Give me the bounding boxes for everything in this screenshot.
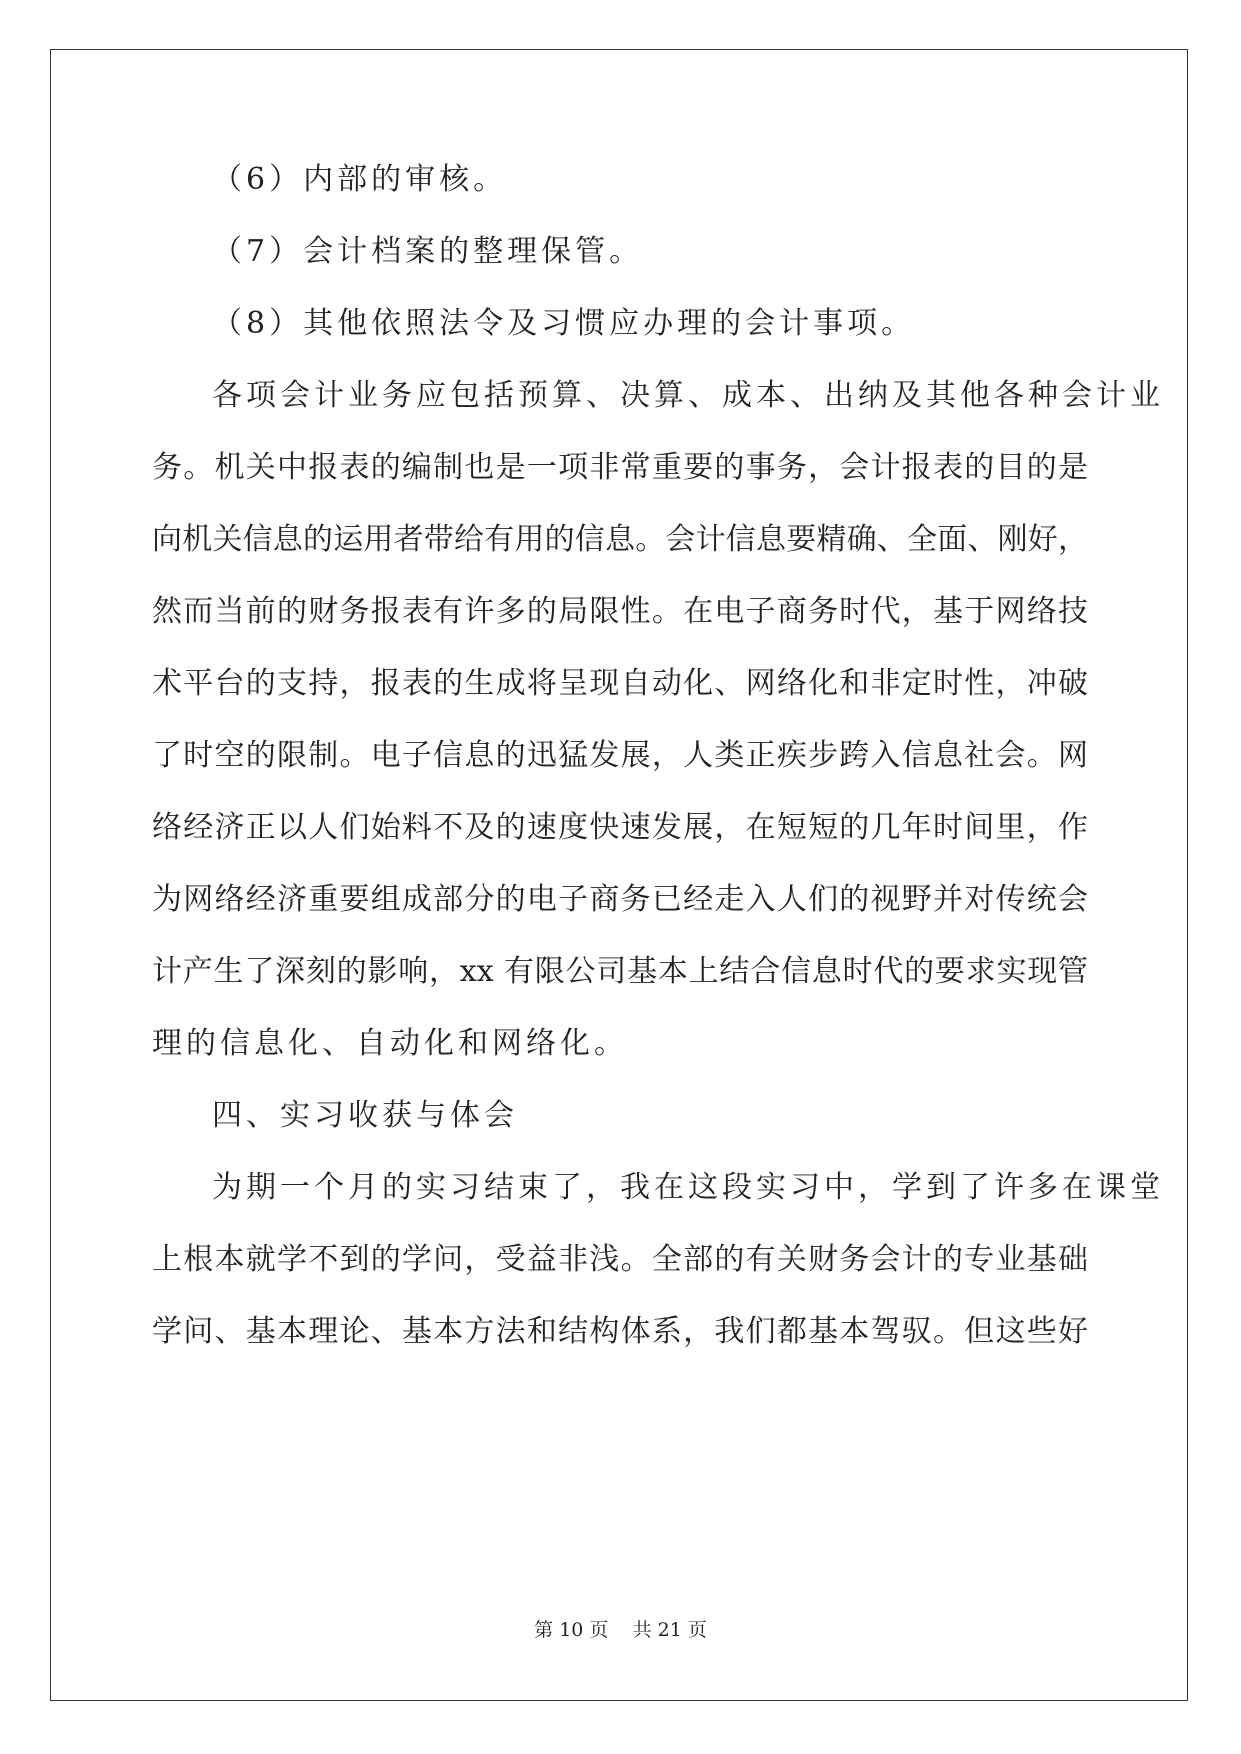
list-item-7: （7）会计档案的整理保管。 — [212, 234, 644, 269]
paragraph-line: 各项会计业务应包括预算、决算、成本、出纳及其他各种会计业 — [212, 378, 1164, 413]
list-item-8: （8）其他依照法令及习惯应办理的会计事项。 — [212, 306, 916, 341]
paragraph-line: 为网络经济重要组成部分的电子商务已经走入人们的视野并对传统会 — [152, 882, 1088, 917]
page-number-footer: 第 10 页 共 21 页 — [534, 1619, 707, 1641]
paragraph-line: 计产生了深刻的影响，xx 有限公司基本上结合信息时代的要求实现管 — [152, 954, 1088, 989]
paragraph-line: 了时空的限制。电子信息的迅猛发展，人类正疾步跨入信息社会。网 — [152, 738, 1088, 773]
list-item-6: （6）内部的审核。 — [212, 162, 508, 197]
paragraph-line: 为期一个月的实习结束了，我在这段实习中，学到了许多在课堂 — [212, 1170, 1164, 1205]
paragraph-line: 理的信息化、自动化和网络化。 — [152, 1026, 628, 1061]
paragraph-line: 术平台的支持，报表的生成将呈现自动化、网络化和非定时性，冲破 — [152, 666, 1088, 701]
paragraph-line: 学问、基本理论、基本方法和结构体系，我们都基本驾驭。但这些好 — [152, 1314, 1088, 1349]
paragraph-line: 络经济正以人们始料不及的速度快速发展，在短短的几年时间里，作 — [152, 810, 1088, 845]
paragraph-line: 务。机关中报表的编制也是一项非常重要的事务，会计报表的目的是 — [152, 450, 1088, 485]
paragraph-line: 然而当前的财务报表有许多的局限性。在电子商务时代，基于网络技 — [152, 594, 1088, 629]
section-heading: 四、实习收获与体会 — [212, 1098, 518, 1133]
paragraph-line: 上根本就学不到的学问，受益非浅。全部的有关财务会计的专业基础 — [152, 1242, 1088, 1277]
page-border — [50, 49, 1188, 1701]
paragraph-line: 向机关信息的运用者带给有用的信息。会计信息要精确、全面、刚好， — [152, 522, 1088, 557]
